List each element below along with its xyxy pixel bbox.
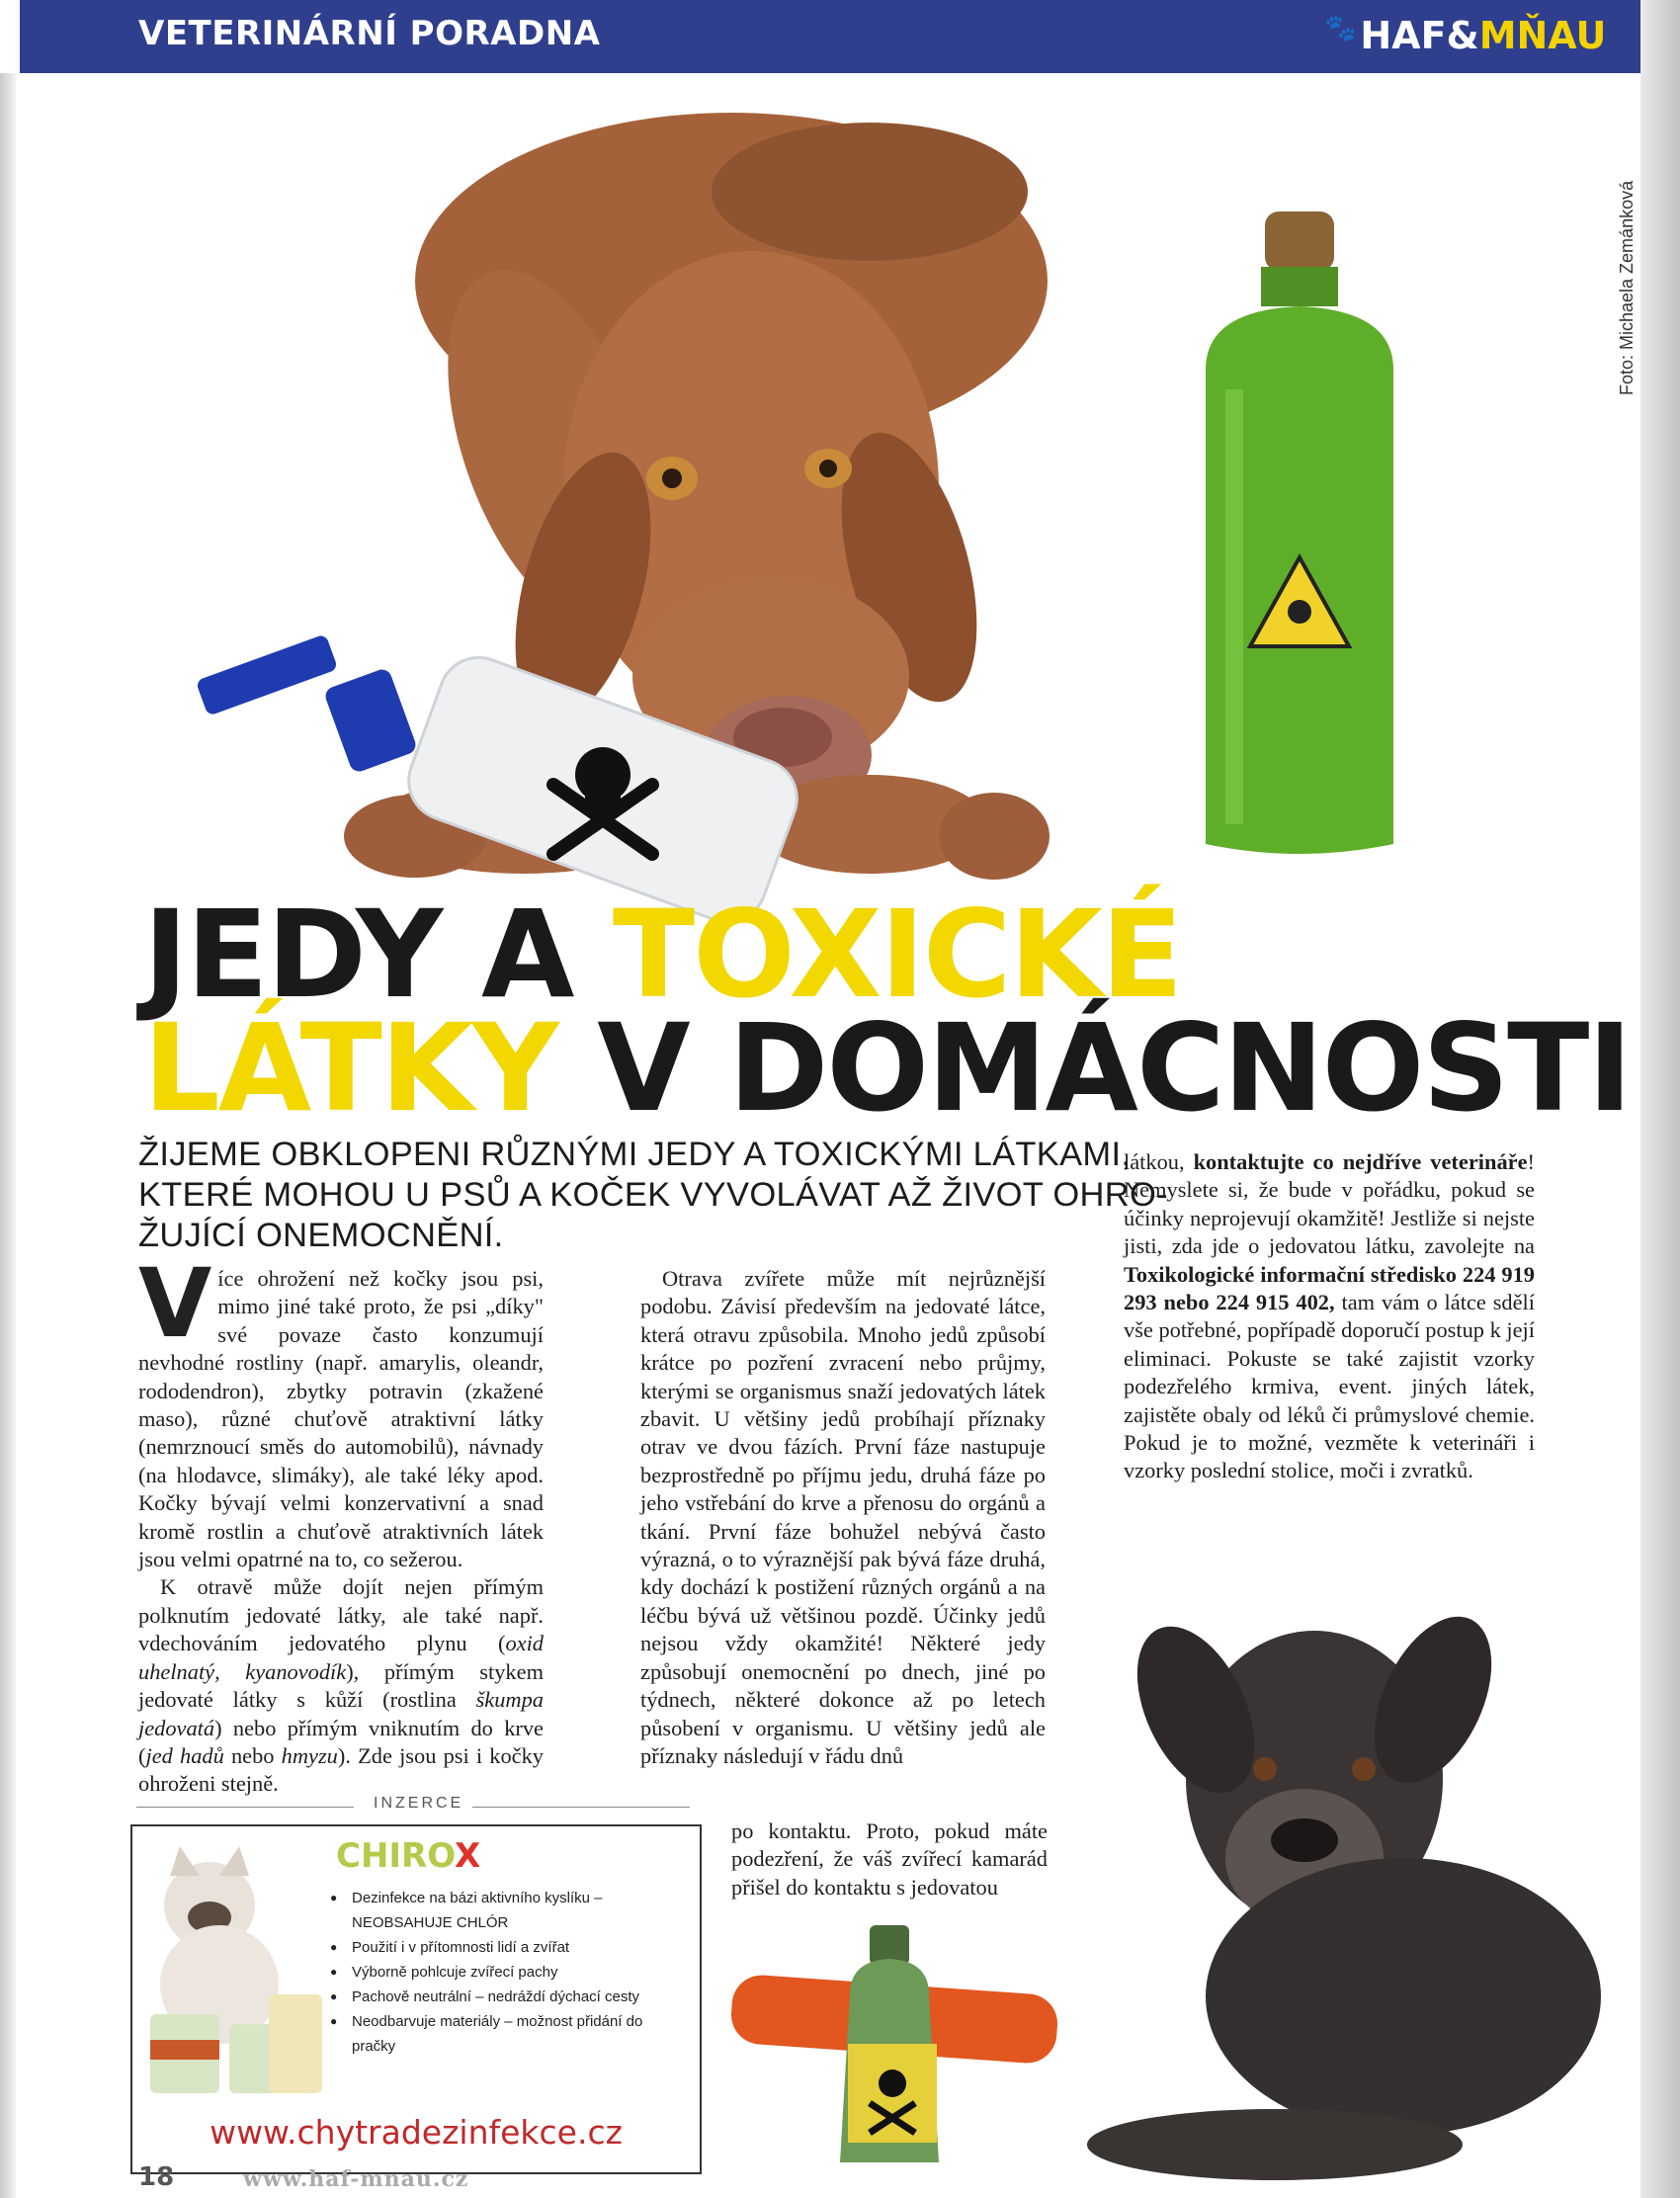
hero-illustration <box>178 73 1561 923</box>
article-column-3 <box>1124 1148 1535 1485</box>
paragraph: látkou, kontaktujte co nejdříve veterináře! Nemyslete si, že bude v pořádku, pokud se účinky neprojevují okamžitě! Jestliže si nejste jisti, zda jde o jedovatou látku, zavolejte na Toxikologické informační středisko 224 919 293 nebo 224 915 402, tam vám o látce sdělí vše potřebné, popřípadě doporučí postup k její eliminaci. Pokuste se také zajistit vzorky podezřelého krmiva, event. jiných látek, zajistěte obaly od léků či průmyslové chemie. Pokud je to možné, vezměte k veterináři i vzorky poslední stolice, moči i zvratků. <box>1124 1149 1535 1483</box>
paw-icon: 🐾 <box>1324 14 1357 43</box>
magazine-logo: 🐾 HAF&MŇAU <box>1324 14 1607 57</box>
article-column-2 <box>640 1265 1046 1770</box>
advertisement-feature-list <box>330 1886 686 2059</box>
footer-url: www.haf-mnau.cz <box>243 2166 469 2192</box>
photo-credit: Foto: Michaela Zemánková <box>1617 180 1637 395</box>
bulldog-product-image <box>140 1846 328 2103</box>
skull-icon <box>879 2070 906 2097</box>
headline-line-2: LÁTKY V DOMÁCNOSTI <box>143 998 1631 1139</box>
paragraph: Otrava zvířete může mít nejrůznější podobu. Závisí především na jedovaté látce, která otravu způsobila. Mnoho jedů způsobí krátce po pozření zvracení nebo průjmy, kterými se organismus snaží jedovatých látek zbavit. U většiny jedů probíhají příznaky otrav ve dvou fázích. První fáze nastupuje bezprostředně po příjmu jedu, druhá fáze po jeho vstřebání do krve a přenosu do orgánů a tkání. První fáze bohužel nebývá často výrazná, o to výraznější pak bývá fáze druhá, kdy dochází k postižení různých orgánů a na léčbu bývá už většinou pozdě. Účinky jedů nejsou vždy okamžité! Některé jedy způsobují onemocnění po dnech, jiné po týdnech, některé dokonce až po letech působení v organismu. U většiny jedů ale příznaky následují v řádu dnů <box>640 1266 1046 1768</box>
paragraph: po kontaktu. Proto, pokud máte podezření, že váš zvířecí kamarád přišel do kontaktu s jedovatou <box>731 1818 1048 1900</box>
poison-bottles-illustration <box>731 1925 1067 2172</box>
advertisement-label: INZERCE <box>136 1795 690 1818</box>
article-column-2-continued <box>731 1818 1048 1902</box>
article-column-1 <box>138 1248 544 1799</box>
section-title: VETERINÁRNÍ PORADNA <box>138 14 601 53</box>
page-edge-right <box>1640 0 1680 2198</box>
advertisement-box <box>130 1824 702 2174</box>
drop-cap: V <box>138 1248 212 1359</box>
page-number: 18 <box>138 2162 175 2192</box>
paragraph: K otravě může dojít nejen přímým polknutím jedovaté látky, ale také např. vdechováním jedovatého plynu (oxid uhelnatý, kyanovodík), přímým stykem jedovaté látky s kůží (rostlina škumpa jedovatá) nebo přímým vniknutím do krve (jed hadů nebo hmyzu). Zde jsou psi i kočky ohroženi stejně. <box>138 1574 544 1797</box>
page-gutter-left <box>0 73 16 2198</box>
headline-line-1: JEDY A TOXICKÉ <box>143 885 1182 1025</box>
lead-paragraph: ŽIJEME OBKLOPENI RŮZNÝMI JEDY A TOXICKÝMI LÁTKAMI, KTERÉ MOHOU U PSŮ A KOČEK VYVOLÁVAT AŽ ŽIVOT OHRO- ŽUJÍCÍ ONEMOCNĚNÍ. <box>138 1136 1168 1254</box>
list-item: ● Neodbarvuje materiály – možnost přidání do pračky <box>330 2009 686 2059</box>
list-item: ● Pachově neutrální – nedráždí dýchací cesty <box>330 1985 686 2009</box>
dark-dog-photo <box>1077 1591 1631 2194</box>
paragraph: Více ohrožení než kočky jsou psi, mimo jiné také proto, že psi „díky" své povaze často konzumují nevhodné rostliny (např. amarylis, oleandr, rododendron), zbytky potravin (zkažené maso), různé chuťově atraktivní látky (nemrznoucí směs do automobilů), návnady (na hlodavce, slimáky), ale také léky apod. Kočky bývají velmi konzervativní a snad kromě rostlin a chuťově atraktivních látek jsou velmi opatrné na to, co sežerou. <box>138 1248 544 1572</box>
green-bottle-illustration <box>1206 211 1393 854</box>
list-item: ● Použití i v přítomnosti lidí a zvířat <box>330 1935 686 1960</box>
advertisement-url-link[interactable]: www.chytradezinfekce.cz <box>210 2113 623 2152</box>
list-item: ● Výborně pohlcuje zvířecí pachy <box>330 1960 686 1985</box>
chirox-logo: CHIROX <box>336 1836 481 1876</box>
list-item: ● Dezinfekce na bázi aktivního kyslíku – NEOBSAHUJE CHLÓR <box>330 1886 686 1935</box>
